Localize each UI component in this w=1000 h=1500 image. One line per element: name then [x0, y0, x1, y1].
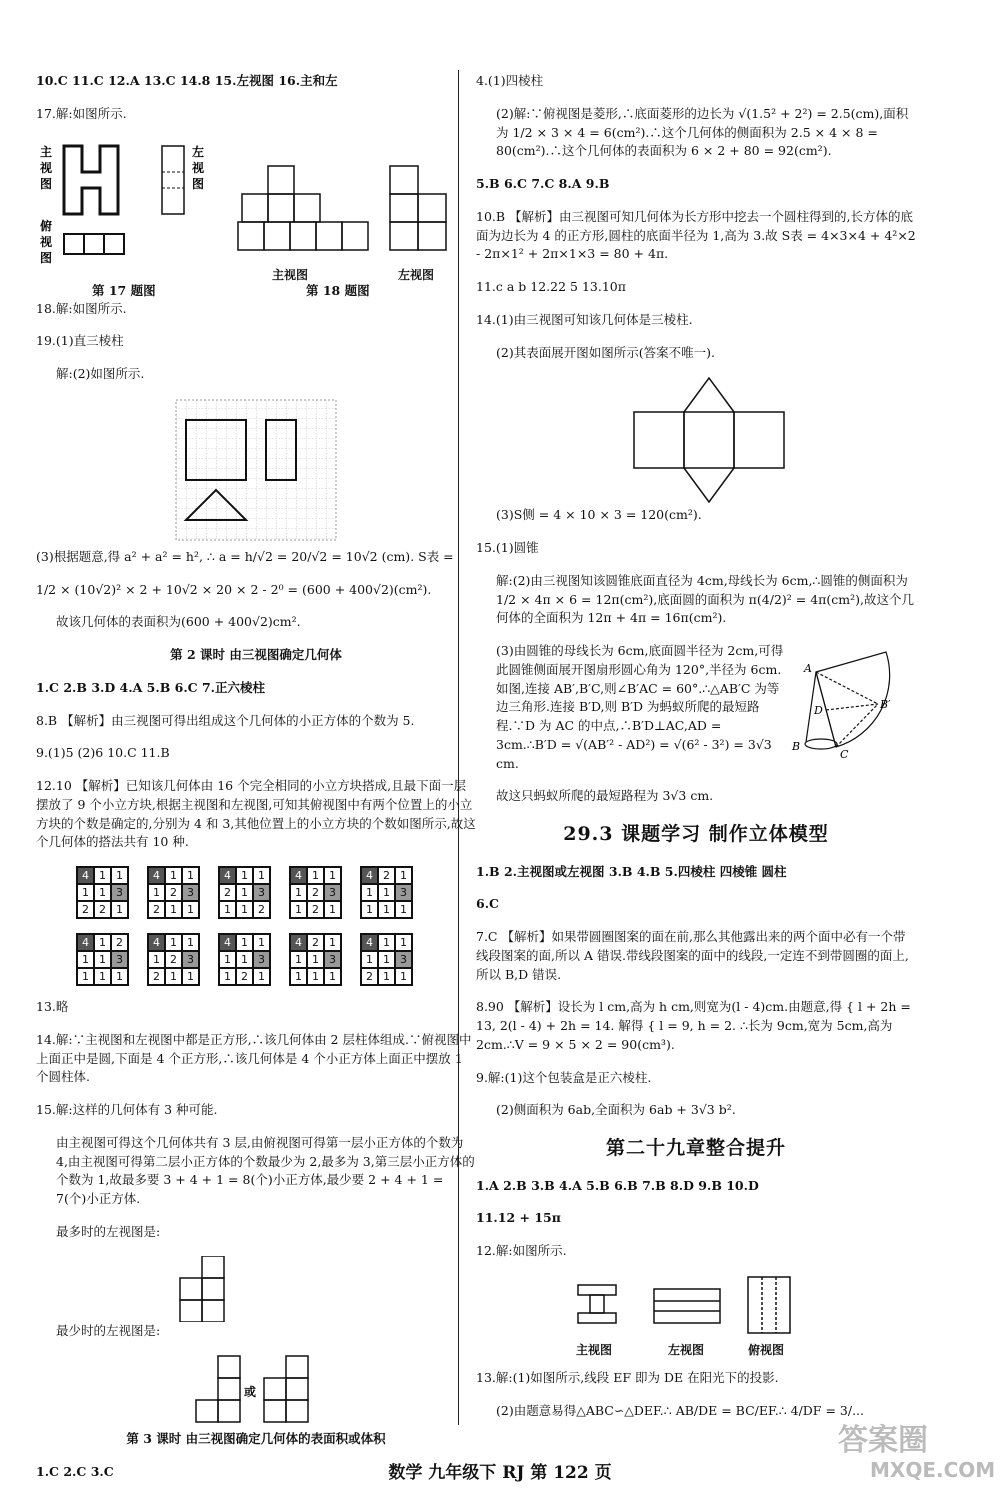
grid-cell: 1	[165, 968, 182, 985]
or-label: 或	[244, 1385, 257, 1400]
q12-grid-5	[360, 866, 413, 919]
grid-cell: 1	[290, 951, 307, 968]
grid-cell: 1	[182, 934, 199, 951]
grid-cell: 4	[148, 867, 165, 884]
lesson2-q12: 12.10 【解析】已知该几何体由 16 个完全相同的小立方块搭成,且最下面一层摆放了 9 个小立方块,根据主视图和左视图,可知其俯视图中有两个位置上的小立方块的个数是确定的,分别为 4 和 3,其他位置上的小立方块的个数如图所示,故这个几何体的搭法共有 10 种.	[36, 778, 476, 850]
left-column	[36, 72, 476, 1496]
fig17-left-view	[162, 146, 184, 214]
grid-cell: 2	[378, 867, 395, 884]
grid-cell: 3	[324, 951, 341, 968]
grid-cell: 1	[236, 884, 253, 901]
svg-text:图: 图	[40, 250, 53, 265]
grid-cell: 1	[219, 968, 236, 985]
r-29-3-q7: 7.C 【解析】如果带圆圈图案的面在前,那么其他露出来的两个面中必有一个带线段图案的面,所以 A 错误.带线段图案的面中的线段,一定连不到带圆圈的面上,所以 B,D 错误.	[476, 929, 909, 982]
lesson2-q13: 13.略	[36, 999, 69, 1014]
grid-cell: 1	[324, 968, 341, 985]
fig17-caption: 第 17 题图	[92, 282, 156, 298]
grid-cell: 3	[182, 884, 199, 901]
grid-cell: 4	[148, 934, 165, 951]
grid-cell: 2	[307, 934, 324, 951]
q12-grid-9	[289, 933, 342, 986]
answers-10-16: 10.C 11.C 12.A 13.C 14.8 15.左视图 16.主和左	[36, 73, 338, 88]
r-review-q13-1: 13.解:(1)如图所示,线段 EF 即为 DE 在阳光下的投影.	[476, 1369, 779, 1385]
grid-cell: 1	[77, 884, 94, 901]
r-q4-1: 4.(1)四棱柱	[476, 73, 544, 88]
r-answers-5-9: 5.B 6.C 7.C 8.A 9.B	[476, 176, 610, 191]
lesson3-answers: 1.C 2.C 3.C	[36, 1464, 114, 1479]
grid-cell: 3	[395, 884, 412, 901]
fig17-top-view	[64, 234, 124, 254]
grid-cell: 2	[219, 884, 236, 901]
q12-grid-10	[360, 933, 413, 986]
grid-cell: 2	[77, 901, 94, 918]
grid-cell: 2	[148, 901, 165, 918]
grid-cell: 1	[94, 884, 111, 901]
r-q15-3: (3)由圆锥的母线长为 6cm,底面圆半径为 2cm,可得此圆锥侧面展开图扇形圆心角为 120°,半径为 6cm.如图,连接 AB′,B′C,则∠B′AC = 60°.∴△AB′C 为等边三角形.连接 B′D,则 B′D 为蚂蚁所爬的最短路程.∵D 为 AC 的中点,∴B′D⊥AC,AD = 3cm.∴B′D = √(AB′² - AD²) = √(6² - 3²) = 3√3 cm.	[496, 643, 784, 771]
grid-cell: 1	[395, 867, 412, 884]
grid-cell: 3	[253, 884, 270, 901]
section-lesson-2-title: 第 2 课时 由三视图确定几何体	[170, 647, 342, 662]
r-q11-13: 11.c a b 12.22 5 13.10π	[476, 279, 626, 294]
grid-cell: 3	[395, 951, 412, 968]
grid-cell: 1	[148, 884, 165, 901]
r-29-3-q9-2: (2)侧面积为 6ab,全面积为 6ab + 3√3 b².	[496, 1102, 736, 1118]
r-review-answers-1-10: 1.A 2.B 3.B 4.A 5.B 6.B 7.B 8.D 9.B 10.D	[476, 1177, 759, 1193]
grid-cell: 2	[148, 968, 165, 985]
cone-label-B: B	[792, 740, 801, 753]
grid-cell: 4	[361, 934, 378, 951]
figure-17-18	[36, 138, 456, 268]
grid-cell: 1	[378, 884, 395, 901]
grid-cell: 1	[395, 968, 412, 985]
r-29-3-answers-1-5: 1.B 2.主视图或左视图 3.B 4.B 5.四棱柱 四棱锥 圆柱	[476, 863, 787, 879]
cone-label-D: D	[814, 704, 823, 717]
grid-cell: 1	[378, 901, 395, 918]
grid-cell: 1	[307, 968, 324, 985]
grid-cell: 4	[219, 867, 236, 884]
q12-grids	[36, 866, 476, 986]
grid-cell: 3	[324, 884, 341, 901]
grid-cell: 4	[290, 867, 307, 884]
grid-cell: 1	[324, 901, 341, 918]
fig18-left-label: 左视图	[398, 267, 435, 282]
svg-text:左: 左	[192, 144, 205, 159]
grid-cell: 2	[253, 901, 270, 918]
lesson2-q15: 15.解:这样的几何体有 3 种可能.	[36, 1102, 218, 1117]
grid-cell: 1	[165, 901, 182, 918]
fig18-left-view	[390, 166, 446, 250]
cone-label-C: C	[840, 748, 849, 761]
q12-top-label: 俯视图	[748, 1342, 785, 1357]
q12-grid-3	[218, 866, 271, 919]
grid-cell: 1	[182, 867, 199, 884]
grid-cell: 1	[290, 901, 307, 918]
grid-cell: 1	[378, 951, 395, 968]
grid-cell: 2	[307, 901, 324, 918]
grid-cell: 1	[395, 934, 412, 951]
grid-cell: 2	[111, 934, 128, 951]
grid-cell: 1	[94, 968, 111, 985]
watermark-url: MXQE.COM	[870, 1458, 996, 1482]
r-review-q11: 11.12 + 15π	[476, 1210, 561, 1226]
svg-text:俯: 俯	[40, 218, 53, 233]
grid-cell: 1	[361, 901, 378, 918]
grid-cell: 1	[165, 934, 182, 951]
grid-cell: 3	[111, 884, 128, 901]
q18-text: 18.解:如图所示.	[36, 300, 127, 316]
grid-cell: 4	[77, 867, 94, 884]
grid-cell: 1	[94, 951, 111, 968]
q19-3-cont: 1/2 × (10√2)² × 2 + 10√2 × 20 × 2 - 2⁰ = (600 + 400√2)(cm²).	[36, 581, 432, 597]
grid-cell: 2	[361, 968, 378, 985]
q12-grid-4	[289, 866, 342, 919]
q17-text: 17.解:如图所示.	[36, 105, 127, 121]
fig17-front-view	[64, 146, 118, 214]
grid-cell: 1	[94, 867, 111, 884]
cone-label-A: A	[804, 662, 812, 675]
q19-conclusion: 故该几何体的表面积为(600 + 400√2)cm².	[56, 614, 301, 630]
q12-grid-7	[147, 933, 200, 986]
grid-cell: 1	[77, 968, 94, 985]
r-q15-conclusion: 故这只蚂蚁所爬的最短路程为 3√3 cm.	[496, 788, 714, 804]
grid-cell: 1	[148, 951, 165, 968]
r-29-3-q8: 8.90 【解析】设长为 l cm,高为 h cm,则宽为(l - 4)cm.由题意,得 { l + 2h = 13, 2(l - 4) + 2h = 14. 解得 { l = 9, h = 2. ∴长为 9cm,宽为 5cm,高为 2cm.∴V = 9 × 5 × 2 = 90(cm³).	[476, 999, 911, 1052]
lesson2-answers-1-7: 1.C 2.B 3.D 4.A 5.B 6.C 7.正六棱柱	[36, 679, 266, 695]
grid-cell: 4	[219, 934, 236, 951]
grid-cell: 3	[253, 951, 270, 968]
grid-cell: 1	[307, 951, 324, 968]
q12-grid-8	[218, 933, 271, 986]
grid-cell: 1	[77, 951, 94, 968]
grid-cell: 1	[378, 934, 395, 951]
q19-2: 解:(2)如图所示.	[56, 366, 145, 381]
q12-front-label: 主视图	[576, 1342, 613, 1357]
max-left-view-figure	[36, 1256, 476, 1322]
grid-cell: 1	[361, 951, 378, 968]
grid-cell: 1	[182, 901, 199, 918]
grid-cell: 1	[236, 867, 253, 884]
grid-cell: 1	[324, 867, 341, 884]
max-left-view-label: 最多时的左视图是:	[56, 1223, 161, 1239]
r-q10: 10.B 【解析】由三视图可知几何体为长方形中挖去一个圆柱得到的,长方体的底面为边长为 4 的正方形,圆柱的底面半径为 1,高为 3.故 S表 = 4×3×4 + 4²×2 - 2π×1² + 2π×1×3 = 80 + 4π.	[476, 208, 916, 262]
svg-text:视: 视	[40, 160, 53, 175]
grid-cell: 1	[253, 934, 270, 951]
lesson2-q8: 8.B 【解析】由三视图可得出组成这个几何体的小正方体的个数为 5.	[36, 712, 415, 728]
grid-cell: 1	[236, 901, 253, 918]
lesson2-q14: 14.解:∵主视图和左视图中都是正方形,∴该几何体由 2 层柱体组成.∵俯视图中上面正中是圆,下面是 4 个正方形,∴该几何体是 4 个小正方体上面正中摆放 1 个圆柱体.	[36, 1031, 472, 1085]
grid-cell: 1	[182, 968, 199, 985]
grid-cell: 2	[307, 884, 324, 901]
r-q15-2: 解:(2)由三视图知该圆锥底面直径为 4cm,母线长为 6cm,∴圆锥的侧面积为 1/2 × 4π × 6 = 12π(cm²),底面圆的面积为 π(4/2)² = 4π(cm²),故这个几何体的全面积为 12π + 4π = 16π(cm²).	[496, 572, 914, 626]
watermark-logo: 答案圈	[838, 1423, 928, 1458]
q19-3: (3)根据题意,得 a² + a² = h², ∴ a = h/√2 = 20/√2 = 10√2 (cm). S表 =	[36, 548, 454, 564]
grid-cell: 1	[324, 934, 341, 951]
q19-grid-figure	[36, 398, 476, 548]
q12-left-label: 左视图	[668, 1342, 705, 1357]
svg-text:视: 视	[192, 160, 205, 175]
grid-cell: 1	[361, 884, 378, 901]
page-footer: 数学 九年级下 RJ 第 122 页	[388, 1463, 612, 1483]
r-q4-2: (2)解:∵俯视图是菱形,∴底面菱形的边长为 √(1.5² + 2²) = 2.5(cm),面积为 1/2 × 3 × 4 = 6(cm²).∴这个几何体的侧面积为 2.5 × 4 × 8 = 80(cm²).∴这个几何体的表面积为 6 × 2 + 80 = 92(cm²).	[496, 105, 909, 159]
r-q14-2: (2)其表面展开图如图所示(答案不唯一).	[496, 344, 715, 360]
r-29-3-q9-1: 9.解:(1)这个包装盒是正六棱柱.	[476, 1069, 652, 1085]
grid-cell: 1	[111, 867, 128, 884]
grid-cell: 1	[94, 934, 111, 951]
svg-text:图: 图	[192, 176, 205, 191]
r-review-q13-2: (2)由题意易得△ABC∽△DEF.∴ AB/DE = BC/EF.∴ 4/DF = 3/...	[496, 1402, 864, 1418]
cone-unfold-figure	[786, 642, 906, 762]
q12-grid-1	[76, 866, 129, 919]
grid-cell: 1	[236, 934, 253, 951]
grid-cell: 1	[111, 901, 128, 918]
grid-cell: 3	[182, 951, 199, 968]
section-lesson-3-title: 第 3 课时 由三视图确定几何体的表面积或体积	[126, 1431, 386, 1447]
grid-cell: 1	[290, 968, 307, 985]
svg-text:图: 图	[40, 176, 53, 191]
min-left-view-label: 最少时的左视图是:	[56, 1322, 161, 1338]
cone-label-Bp: B′	[880, 698, 891, 711]
grid-cell: 1	[111, 968, 128, 985]
chapter-29-review-title: 第二十九章整合提升	[605, 1137, 786, 1159]
r-review-q12: 12.解:如图所示.	[476, 1243, 567, 1258]
grid-cell: 2	[94, 901, 111, 918]
fig18-front-label: 主视图	[272, 267, 309, 282]
grid-cell: 2	[165, 884, 182, 901]
lesson2-q15-body: 由主视图可得这个几何体共有 3 层,由俯视图可得第一层小正方体的个数为 4,由主视图可得第二层小正方体的个数最少为 2,最多为 3,第三层小正方体的个数为 1,故最多要 3 + 4 + 1 = 8(个)小正方体,最少要 2 + 4 + 1 = 7(个)小正方体.	[56, 1134, 475, 1206]
fig18-caption: 第 18 题图	[306, 282, 370, 298]
section-29-3-title: 29.3 课题学习 制作立体模型	[563, 823, 829, 845]
grid-cell: 1	[395, 901, 412, 918]
lesson2-q9-11: 9.(1)5 (2)6 10.C 11.B	[36, 745, 170, 761]
grid-cell: 1	[165, 867, 182, 884]
q12-grid-2	[147, 866, 200, 919]
min-left-view-figure	[36, 1354, 476, 1424]
grid-cell: 1	[253, 968, 270, 985]
prism-net-figure	[476, 376, 916, 506]
grid-cell: 2	[165, 951, 182, 968]
r-29-3-answer-6: 6.C	[476, 896, 499, 912]
r-q14-3: (3)S侧 = 4 × 10 × 3 = 120(cm²).	[496, 507, 702, 523]
r-q15-1: 15.(1)圆锥	[476, 540, 539, 555]
grid-cell: 1	[253, 867, 270, 884]
svg-text:视: 视	[40, 234, 53, 249]
grid-cell: 4	[77, 934, 94, 951]
grid-cell: 1	[236, 951, 253, 968]
grid-cell: 2	[236, 968, 253, 985]
grid-cell: 1	[307, 867, 324, 884]
grid-cell: 1	[290, 884, 307, 901]
grid-cell: 4	[290, 934, 307, 951]
grid-cell: 1	[378, 968, 395, 985]
grid-cell: 4	[361, 867, 378, 884]
grid-cell: 1	[219, 901, 236, 918]
grid-cell: 1	[219, 951, 236, 968]
r-q14-1: 14.(1)由三视图可知该几何体是三棱柱.	[476, 311, 693, 327]
fig18-front-view	[238, 166, 368, 250]
q12-grid-6	[76, 933, 129, 986]
q19-1: 19.(1)直三棱柱	[36, 333, 124, 349]
fig17-front-label-1: 主	[40, 144, 53, 159]
right-column	[476, 72, 916, 1434]
grid-cell: 3	[111, 951, 128, 968]
